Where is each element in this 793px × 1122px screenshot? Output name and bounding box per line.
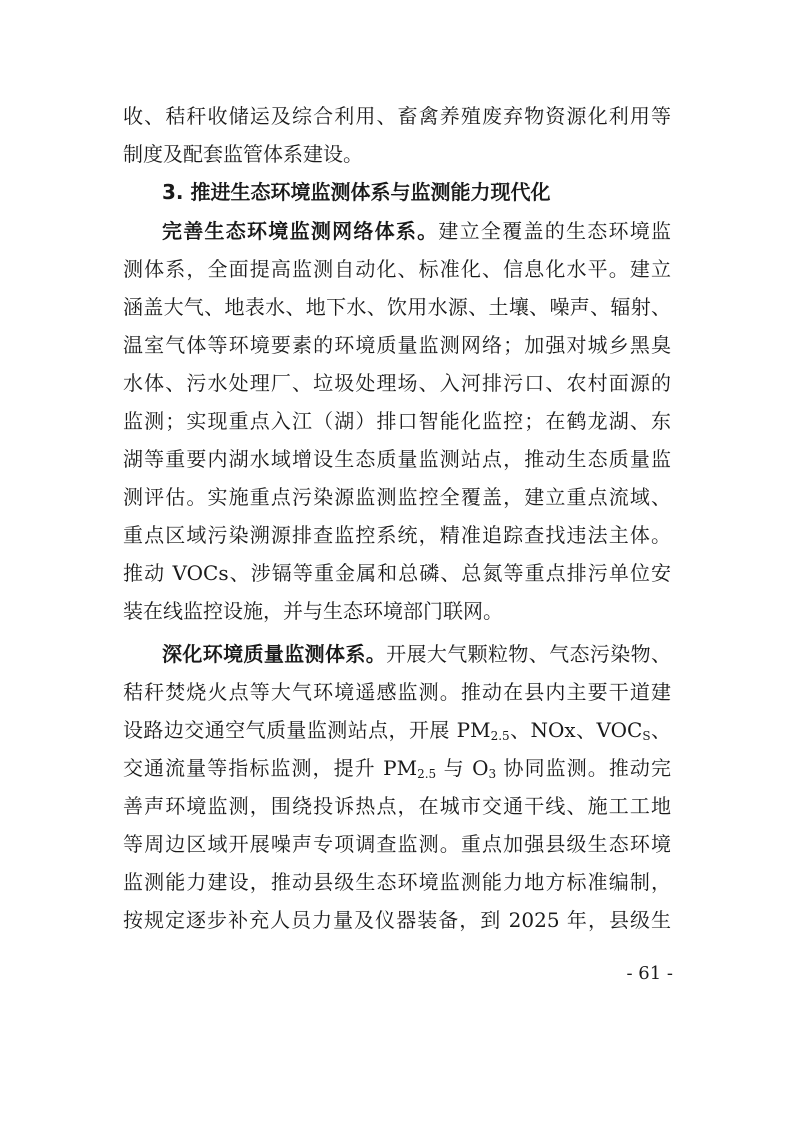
- paragraph-first-line: [162, 213, 671, 249]
- text-segment: 设路边交通空气质量监测站点，开展 PM: [123, 718, 491, 742]
- text-segment: 交通流量等指标监测，提升 PM: [123, 756, 418, 780]
- text-line-with-subscripts: [123, 750, 671, 786]
- text-line: 善声环境监测，围绕投诉热点，在城市交通干线、施工工地: [123, 794, 671, 818]
- paragraph-text: 建立全覆盖的生态环境监: [438, 219, 672, 243]
- text-line: 等周边区域开展噪声专项调查监测。重点加强县级生态环境: [123, 832, 671, 856]
- text-line-with-subscripts: [123, 712, 671, 748]
- subscript: 2.5: [490, 729, 510, 743]
- paragraph-text: 开展大气颗粒物、气态污染物、: [386, 642, 671, 666]
- text-line: 监测；实现重点入江（湖）排口智能化监控；在鹤龙湖、东: [123, 409, 671, 433]
- text-line: 收、秸秆收储运及综合利用、畜禽养殖废弃物资源化利用等: [123, 104, 671, 128]
- text-segment: 、NOx、VOC: [509, 718, 643, 742]
- text-segment: 、: [650, 718, 672, 742]
- text-line: 水体、污水处理厂、垃圾处理场、入河排污口、农村面源的: [123, 371, 671, 395]
- text-line: 测评估。实施重点污染源监测监控全覆盖，建立重点流域、: [123, 485, 671, 509]
- section-heading: 3. 推进生态环境监测体系与监测能力现代化: [162, 180, 551, 204]
- text-segment: 与 O: [436, 756, 489, 780]
- text-segment: 协同监测。推动完: [496, 756, 671, 780]
- text-line: 温室气体等环境要素的环境质量监测网络；加强对城乡黑臭: [123, 333, 671, 357]
- text-line: 制度及配套监管体系建设。: [123, 142, 363, 166]
- text-line: 测体系，全面提高监测自动化、标准化、信息化水平。建立: [123, 257, 671, 281]
- text-line: 监测能力建设，推动县级生态环境监测能力地方标准编制，: [123, 870, 671, 894]
- page-number: - 61 -: [626, 963, 673, 984]
- paragraph-lead: 完善生态环境监测网络体系。: [162, 219, 439, 243]
- paragraph-lead: 深化环境质量监测体系。: [162, 642, 387, 666]
- paragraph-first-line: [162, 636, 671, 672]
- text-line: 重点区域污染溯源排查监控系统，精准追踪查找违法主体。: [123, 523, 671, 547]
- subscript: S: [642, 729, 651, 743]
- subscript: 2.5: [417, 767, 437, 781]
- text-line: 按规定逐步补充人员力量及仪器装备，到 2025 年，县级生: [123, 908, 671, 932]
- text-line: 湖等重要内湖水域增设生态质量监测站点，推动生态质量监: [123, 447, 671, 471]
- subscript: 3: [488, 767, 497, 781]
- text-line: 推动 VOCs、涉镉等重金属和总磷、总氮等重点排污单位安: [123, 561, 671, 585]
- text-line: 装在线监控设施，并与生态环境部门联网。: [123, 599, 503, 623]
- text-line: 秸秆焚烧火点等大气环境遥感监测。推动在县内主要干道建: [123, 680, 671, 704]
- text-line: 涵盖大气、地表水、地下水、饮用水源、土壤、噪声、辐射、: [123, 295, 671, 319]
